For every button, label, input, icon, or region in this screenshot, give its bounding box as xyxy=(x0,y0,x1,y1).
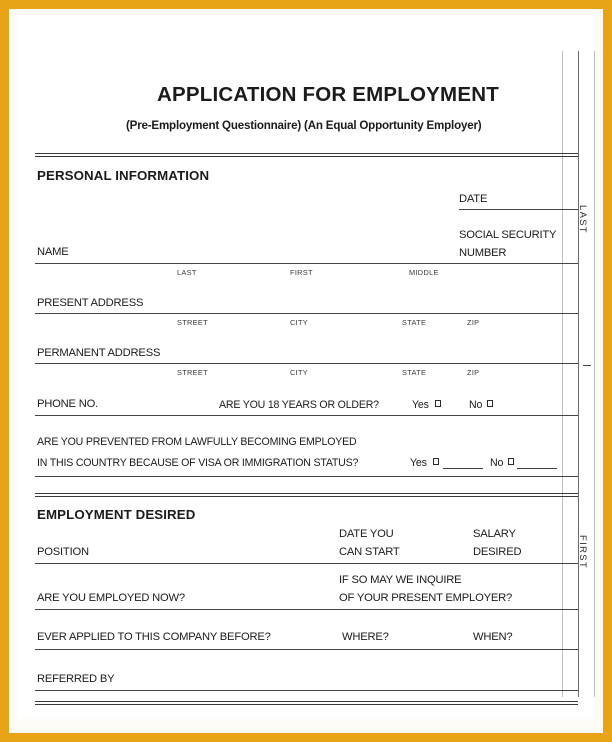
field-line-phone-age xyxy=(35,415,578,416)
field-line-position-row xyxy=(35,563,578,564)
section-heading-personal: PERSONAL INFORMATION xyxy=(37,168,210,183)
sublabel-permanent-city: CITY xyxy=(290,368,309,377)
page-inner-surface xyxy=(9,9,603,733)
field-line-name xyxy=(35,263,578,264)
checkbox-age-no[interactable] xyxy=(487,400,493,407)
label-ever-applied: EVER APPLIED TO THIS COMPANY BEFORE? xyxy=(37,631,271,643)
writein-line-visa-yes[interactable] xyxy=(443,468,483,469)
field-line-date xyxy=(459,209,578,210)
label-are-you-employed-now: ARE YOU EMPLOYED NOW? xyxy=(37,592,185,604)
label-visa-yes: Yes xyxy=(410,457,427,469)
page-subtitle: (Pre-Employment Questionnaire) (An Equal Opportunity Employer) xyxy=(126,119,482,132)
right-column-inner-divider xyxy=(562,51,563,697)
side-tab-first: FIRST xyxy=(578,535,589,570)
label-present-address: PRESENT ADDRESS xyxy=(37,297,144,309)
sublabel-present-street: STREET xyxy=(177,318,208,327)
sublabel-present-city: CITY xyxy=(290,318,309,327)
sublabel-permanent-street: STREET xyxy=(177,368,208,377)
label-when: WHEN? xyxy=(473,631,513,643)
label-salary-desired-line2: DESIRED xyxy=(473,546,522,558)
field-line-visa xyxy=(35,476,578,477)
question-visa-line2: IN THIS COUNTRY BECAUSE OF VISA OR IMMIGRATION STATUS? xyxy=(37,457,359,469)
right-column-divider xyxy=(578,51,579,697)
label-where: WHERE? xyxy=(342,631,389,643)
employment-section-top-rule xyxy=(35,493,578,497)
label-date-you-can-start-line1: DATE YOU xyxy=(339,528,394,540)
field-line-referred-by xyxy=(35,690,578,691)
sublabel-present-zip: ZIP xyxy=(467,318,480,327)
field-line-present-address xyxy=(35,313,578,314)
label-visa-no: No xyxy=(490,457,504,469)
label-name: NAME xyxy=(37,246,69,258)
sublabel-present-state: STATE xyxy=(402,318,427,327)
label-age-yes: Yes xyxy=(412,399,429,411)
checkbox-visa-no[interactable] xyxy=(508,458,514,465)
sublabel-permanent-state: STATE xyxy=(402,368,427,377)
field-line-employed-now-row xyxy=(35,609,578,610)
right-margin-divider xyxy=(594,51,595,697)
sublabel-name-middle: MIDDLE xyxy=(409,268,439,277)
sublabel-name-last: LAST xyxy=(177,268,197,277)
label-permanent-address: PERMANENT ADDRESS xyxy=(37,347,161,359)
page-title: APPLICATION FOR EMPLOYMENT xyxy=(157,83,499,106)
paper-sheet xyxy=(17,15,595,719)
field-line-ever-applied-row xyxy=(35,649,578,650)
label-salary-desired-line1: SALARY xyxy=(473,528,516,540)
sublabel-name-first: FIRST xyxy=(290,268,313,277)
label-inquire-line2: OF YOUR PRESENT EMPLOYER? xyxy=(339,592,513,604)
form-bottom-rule xyxy=(35,701,578,705)
field-line-permanent-address xyxy=(35,363,578,364)
label-date-you-can-start-line2: CAN START xyxy=(339,546,400,558)
label-date: DATE xyxy=(459,193,488,205)
label-phone-no: PHONE NO. xyxy=(37,398,98,410)
section-heading-employment: EMPLOYMENT DESIRED xyxy=(37,507,196,522)
label-position: POSITION xyxy=(37,546,89,558)
writein-line-visa-no[interactable] xyxy=(517,468,557,469)
margin-tick-mark xyxy=(583,365,591,366)
checkbox-age-yes[interactable] xyxy=(435,400,441,407)
side-tab-last: LAST xyxy=(578,205,589,235)
label-inquire-line1: IF SO MAY WE INQUIRE xyxy=(339,574,462,586)
label-ssn-line1: SOCIAL SECURITY xyxy=(459,229,557,241)
label-referred-by: REFERRED BY xyxy=(37,673,115,685)
sublabel-permanent-zip: ZIP xyxy=(467,368,480,377)
checkbox-visa-yes[interactable] xyxy=(433,458,439,465)
question-age-18-or-older: ARE YOU 18 YEARS OR OLDER? xyxy=(219,399,379,411)
question-visa-line1: ARE YOU PREVENTED FROM LAWFULLY BECOMING EMPLOYED xyxy=(37,436,357,448)
label-ssn-line2: NUMBER xyxy=(459,247,507,259)
label-age-no: No xyxy=(469,399,483,411)
personal-section-top-rule xyxy=(35,153,578,157)
